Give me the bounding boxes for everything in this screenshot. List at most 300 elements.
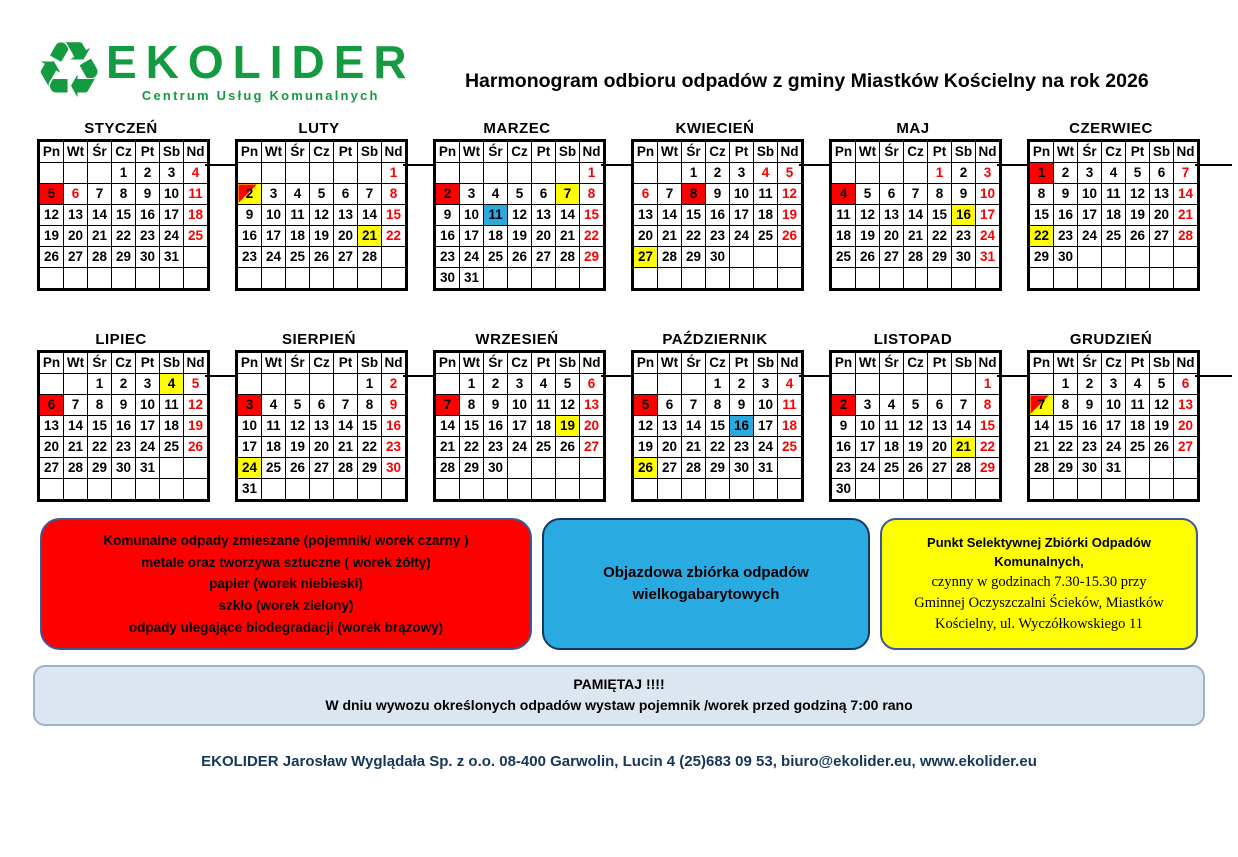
- day-cell: 5: [556, 374, 580, 395]
- day-cell: 19: [778, 205, 803, 226]
- empty-cell: [435, 479, 460, 501]
- day-cell: 4: [1126, 374, 1150, 395]
- day-cell: 10: [730, 184, 754, 205]
- day-cell: 21: [88, 226, 112, 247]
- day-cell: 2: [136, 163, 160, 184]
- day-cell: 4: [532, 374, 556, 395]
- day-cell: 3: [976, 163, 1001, 184]
- day-cell: 19: [508, 226, 532, 247]
- day-cell: 26: [856, 247, 880, 268]
- day-cell: 7: [682, 395, 706, 416]
- day-cell: 6: [532, 184, 556, 205]
- day-cell: 5: [184, 374, 209, 395]
- weekday-header: Cz: [112, 141, 136, 163]
- day-cell: 17: [1102, 416, 1126, 437]
- day-cell: 5: [310, 184, 334, 205]
- day-cell: 12: [904, 416, 928, 437]
- empty-cell: [184, 268, 209, 290]
- empty-cell: [532, 163, 556, 184]
- day-cell: 25: [754, 226, 778, 247]
- day-cell: 30: [136, 247, 160, 268]
- day-cell: 15: [460, 416, 484, 437]
- empty-cell: [88, 163, 112, 184]
- empty-cell: [382, 247, 407, 268]
- day-cell: 25: [1102, 226, 1126, 247]
- month-table: [1027, 139, 1200, 291]
- day-cell: 13: [1150, 184, 1174, 205]
- day-cell: 18: [831, 226, 856, 247]
- weekday-header: Sb: [1150, 141, 1174, 163]
- empty-cell: [880, 268, 904, 290]
- day-cell: 7: [1174, 163, 1199, 184]
- empty-cell: [856, 479, 880, 501]
- day-cell: 19: [1126, 205, 1150, 226]
- month-title: SIERPIEŃ: [281, 331, 357, 349]
- weekday-header: Śr: [484, 352, 508, 374]
- reminder-text: W dniu wywozu określonych odpadów wystaw pojemnik /worek przed godziną 7:00 rano: [325, 697, 913, 714]
- weekday-header: Cz: [904, 352, 928, 374]
- month-table: [235, 350, 408, 502]
- day-cell: 22: [682, 226, 706, 247]
- empty-cell: [952, 268, 976, 290]
- empty-cell: [633, 374, 658, 395]
- empty-cell: [831, 163, 856, 184]
- day-cell: 15: [88, 416, 112, 437]
- empty-cell: [435, 374, 460, 395]
- day-cell: 7: [556, 184, 580, 205]
- day-cell: 9: [831, 416, 856, 437]
- empty-cell: [633, 268, 658, 290]
- empty-cell: [658, 268, 682, 290]
- empty-cell: [382, 479, 407, 501]
- day-cell: 6: [334, 184, 358, 205]
- month-title: KWIECIEŃ: [675, 120, 755, 138]
- day-cell: 28: [682, 458, 706, 479]
- day-cell: 15: [112, 205, 136, 226]
- day-cell: 13: [928, 416, 952, 437]
- day-cell: 12: [310, 205, 334, 226]
- weekday-header: Śr: [880, 352, 904, 374]
- legend-line: Komunalnych,: [994, 553, 1084, 569]
- day-cell: 24: [754, 437, 778, 458]
- day-cell: 27: [633, 247, 658, 268]
- day-cell: 11: [1126, 395, 1150, 416]
- day-cell: 26: [310, 247, 334, 268]
- empty-cell: [730, 268, 754, 290]
- day-cell: 4: [286, 184, 310, 205]
- day-cell: 3: [1102, 374, 1126, 395]
- empty-cell: [334, 163, 358, 184]
- day-cell: 2: [706, 163, 730, 184]
- day-cell: 21: [358, 226, 382, 247]
- empty-cell: [928, 374, 952, 395]
- day-cell: 28: [1029, 458, 1054, 479]
- day-cell: 31: [976, 247, 1001, 268]
- weekday-header: Śr: [88, 141, 112, 163]
- empty-cell: [1174, 458, 1199, 479]
- day-cell: 16: [1054, 205, 1078, 226]
- weekday-header: Pt: [532, 352, 556, 374]
- day-cell: 9: [136, 184, 160, 205]
- empty-cell: [556, 479, 580, 501]
- day-cell: 11: [778, 395, 803, 416]
- day-cell: 11: [831, 205, 856, 226]
- day-cell: 8: [460, 395, 484, 416]
- empty-cell: [262, 374, 286, 395]
- day-cell: 1: [928, 163, 952, 184]
- reminder-box: [33, 665, 1205, 726]
- day-cell: 22: [358, 437, 382, 458]
- day-cell: 19: [184, 416, 209, 437]
- day-cell: 28: [658, 247, 682, 268]
- empty-cell: [184, 458, 209, 479]
- logo-text: [105, 36, 416, 104]
- empty-cell: [64, 163, 88, 184]
- day-cell: 22: [928, 226, 952, 247]
- empty-cell: [928, 268, 952, 290]
- day-cell: 24: [856, 458, 880, 479]
- day-cell: 24: [730, 226, 754, 247]
- day-cell: 9: [1054, 184, 1078, 205]
- day-cell: 12: [1126, 184, 1150, 205]
- empty-cell: [580, 268, 605, 290]
- day-cell: 6: [633, 184, 658, 205]
- month-title: LIPIEC: [95, 331, 147, 349]
- months-grid: [0, 120, 1238, 502]
- day-cell: 20: [658, 437, 682, 458]
- day-cell: 16: [382, 416, 407, 437]
- empty-cell: [310, 163, 334, 184]
- day-cell: 21: [64, 437, 88, 458]
- weekday-header: Śr: [1078, 352, 1102, 374]
- day-cell: 14: [952, 416, 976, 437]
- day-cell: 9: [435, 205, 460, 226]
- logo-name: EKOLIDER: [105, 36, 416, 89]
- day-cell: 26: [904, 458, 928, 479]
- day-cell: 31: [754, 458, 778, 479]
- day-cell: 28: [334, 458, 358, 479]
- empty-cell: [1174, 268, 1199, 290]
- day-cell: 8: [382, 184, 407, 205]
- weekday-header: Nd: [184, 352, 209, 374]
- day-cell: 11: [1102, 184, 1126, 205]
- empty-cell: [64, 374, 88, 395]
- day-cell: 16: [730, 416, 754, 437]
- day-cell: 6: [1174, 374, 1199, 395]
- day-cell: 30: [112, 458, 136, 479]
- weekday-header: Śr: [286, 352, 310, 374]
- day-cell: 2: [484, 374, 508, 395]
- empty-cell: [682, 268, 706, 290]
- day-cell: 7: [334, 395, 358, 416]
- day-cell: 26: [633, 458, 658, 479]
- weekday-header: Sb: [1150, 352, 1174, 374]
- day-cell: 14: [1174, 184, 1199, 205]
- day-cell: 7: [358, 184, 382, 205]
- day-cell: 5: [856, 184, 880, 205]
- page-title: Harmonogram odbioru odpadów z gminy Miastków Kościelny na rok 2026: [464, 70, 1149, 92]
- weekday-header: Sb: [556, 352, 580, 374]
- day-cell: 14: [88, 205, 112, 226]
- day-cell: 3: [508, 374, 532, 395]
- day-cell: 9: [484, 395, 508, 416]
- day-cell: 9: [237, 205, 262, 226]
- empty-cell: [39, 374, 64, 395]
- day-cell: 6: [580, 374, 605, 395]
- day-cell: 18: [532, 416, 556, 437]
- day-cell: 3: [136, 374, 160, 395]
- day-cell: 29: [928, 247, 952, 268]
- weekday-header: Wt: [856, 352, 880, 374]
- day-cell: 27: [1150, 226, 1174, 247]
- month-table: [631, 139, 804, 291]
- empty-cell: [64, 268, 88, 290]
- month-table: [433, 350, 606, 502]
- day-cell: 25: [484, 247, 508, 268]
- day-cell: 31: [160, 247, 184, 268]
- day-cell: 8: [706, 395, 730, 416]
- logo-tagline: Centrum Usług Komunalnych: [141, 88, 380, 104]
- day-cell: 22: [580, 226, 605, 247]
- weekday-header: Śr: [286, 141, 310, 163]
- month-czerwiec: [1027, 120, 1195, 291]
- empty-cell: [286, 268, 310, 290]
- empty-cell: [460, 479, 484, 501]
- day-cell: 27: [334, 247, 358, 268]
- empty-cell: [88, 479, 112, 501]
- day-cell: 2: [952, 163, 976, 184]
- day-cell: 21: [1174, 205, 1199, 226]
- empty-cell: [262, 163, 286, 184]
- day-cell: 17: [262, 226, 286, 247]
- legend-pszok-box: [880, 518, 1198, 650]
- empty-cell: [508, 268, 532, 290]
- day-cell: 27: [310, 458, 334, 479]
- month-lipiec: [37, 331, 205, 502]
- empty-cell: [778, 268, 803, 290]
- day-cell: 23: [382, 437, 407, 458]
- empty-cell: [358, 268, 382, 290]
- weekday-header: Sb: [952, 352, 976, 374]
- day-cell: 13: [334, 205, 358, 226]
- ekolider-logo: [34, 26, 416, 116]
- empty-cell: [334, 268, 358, 290]
- day-cell: 23: [136, 226, 160, 247]
- month-grudzień: [1027, 331, 1195, 502]
- empty-cell: [1174, 479, 1199, 501]
- empty-cell: [976, 479, 1001, 501]
- day-cell: 31: [136, 458, 160, 479]
- month-table: [37, 139, 210, 291]
- day-cell: 9: [112, 395, 136, 416]
- empty-cell: [904, 163, 928, 184]
- day-cell: 3: [856, 395, 880, 416]
- day-cell: 16: [1078, 416, 1102, 437]
- day-cell: 20: [633, 226, 658, 247]
- day-cell: 15: [682, 205, 706, 226]
- day-cell: 20: [580, 416, 605, 437]
- day-cell: 4: [160, 374, 184, 395]
- day-cell: 26: [184, 437, 209, 458]
- day-cell: 6: [658, 395, 682, 416]
- day-cell: 13: [880, 205, 904, 226]
- empty-cell: [358, 163, 382, 184]
- day-cell: 29: [580, 247, 605, 268]
- day-cell: 9: [730, 395, 754, 416]
- day-cell: 30: [1078, 458, 1102, 479]
- day-cell: 17: [730, 205, 754, 226]
- empty-cell: [508, 458, 532, 479]
- day-cell: 31: [460, 268, 484, 290]
- weekday-header: Cz: [508, 352, 532, 374]
- day-cell: 11: [184, 184, 209, 205]
- empty-cell: [1078, 247, 1102, 268]
- empty-cell: [1029, 268, 1054, 290]
- weekday-header: Pt: [1126, 141, 1150, 163]
- day-cell: 12: [633, 416, 658, 437]
- day-cell: 17: [976, 205, 1001, 226]
- empty-cell: [1150, 479, 1174, 501]
- day-cell: 27: [532, 247, 556, 268]
- day-cell: 20: [39, 437, 64, 458]
- day-cell: 11: [880, 416, 904, 437]
- empty-cell: [1102, 268, 1126, 290]
- day-cell: 20: [532, 226, 556, 247]
- day-cell: 1: [1029, 163, 1054, 184]
- day-cell: 30: [952, 247, 976, 268]
- day-cell: 23: [484, 437, 508, 458]
- day-cell: 3: [460, 184, 484, 205]
- day-cell: 22: [1029, 226, 1054, 247]
- weekday-header: Pn: [633, 141, 658, 163]
- empty-cell: [976, 268, 1001, 290]
- month-table: [631, 350, 804, 502]
- empty-cell: [904, 479, 928, 501]
- weekday-header: Wt: [658, 352, 682, 374]
- day-cell: 18: [778, 416, 803, 437]
- empty-cell: [730, 479, 754, 501]
- legend-line: Punkt Selektywnej Zbiórki Odpadów: [927, 534, 1151, 550]
- empty-cell: [484, 479, 508, 501]
- day-cell: 17: [856, 437, 880, 458]
- weekday-header: Nd: [580, 141, 605, 163]
- day-cell: 18: [286, 226, 310, 247]
- day-cell: 10: [262, 205, 286, 226]
- day-cell: 23: [237, 247, 262, 268]
- empty-cell: [754, 479, 778, 501]
- day-cell: 3: [754, 374, 778, 395]
- day-cell: 17: [1078, 205, 1102, 226]
- empty-cell: [1029, 479, 1054, 501]
- weekday-header: Pn: [237, 141, 262, 163]
- weekday-header: Wt: [1054, 141, 1078, 163]
- day-cell: 15: [382, 205, 407, 226]
- weekday-header: Pt: [532, 141, 556, 163]
- day-cell: 14: [904, 205, 928, 226]
- empty-cell: [1054, 479, 1078, 501]
- day-cell: 2: [435, 184, 460, 205]
- day-cell: 29: [1029, 247, 1054, 268]
- month-kwiecień: [631, 120, 799, 291]
- day-cell: 1: [706, 374, 730, 395]
- day-cell: 24: [1102, 437, 1126, 458]
- month-title: GRUDZIEŃ: [1069, 331, 1153, 349]
- weekday-header: Sb: [160, 352, 184, 374]
- empty-cell: [310, 374, 334, 395]
- legend-mixed-waste-box: [40, 518, 532, 650]
- weekday-header: Nd: [580, 352, 605, 374]
- day-cell: 6: [1150, 163, 1174, 184]
- day-cell: 21: [1029, 437, 1054, 458]
- empty-cell: [633, 163, 658, 184]
- day-cell: 30: [706, 247, 730, 268]
- day-cell: 26: [778, 226, 803, 247]
- day-cell: 23: [952, 226, 976, 247]
- empty-cell: [1150, 268, 1174, 290]
- day-cell: 6: [64, 184, 88, 205]
- empty-cell: [484, 268, 508, 290]
- day-cell: 29: [706, 458, 730, 479]
- weekday-header: Pt: [136, 352, 160, 374]
- day-cell: 18: [880, 437, 904, 458]
- weekday-header: Cz: [706, 352, 730, 374]
- empty-cell: [952, 374, 976, 395]
- day-cell: 1: [1054, 374, 1078, 395]
- day-cell: 20: [1174, 416, 1199, 437]
- day-cell: 4: [831, 184, 856, 205]
- day-cell: 17: [508, 416, 532, 437]
- month-title: STYCZEŃ: [84, 120, 158, 138]
- empty-cell: [1126, 458, 1150, 479]
- weekday-header: Pn: [39, 141, 64, 163]
- day-cell: 3: [730, 163, 754, 184]
- day-cell: 14: [64, 416, 88, 437]
- empty-cell: [856, 374, 880, 395]
- empty-cell: [484, 163, 508, 184]
- day-cell: 2: [112, 374, 136, 395]
- day-cell: 22: [460, 437, 484, 458]
- weekday-header: Pn: [831, 352, 856, 374]
- empty-cell: [928, 479, 952, 501]
- weekday-header: Nd: [976, 352, 1001, 374]
- weekday-header: Wt: [1054, 352, 1078, 374]
- weekday-header: Śr: [1078, 141, 1102, 163]
- day-cell: 8: [976, 395, 1001, 416]
- day-cell: 28: [64, 458, 88, 479]
- footer-contact: EKOLIDER Jarosław Wyglądała Sp. z o.o. 08-400 Garwolin, Lucin 4 (25)683 09 53, biuro@ekolider.eu, www.ekolider.eu: [201, 753, 1037, 771]
- day-cell: 8: [682, 184, 706, 205]
- day-cell: 20: [1150, 205, 1174, 226]
- day-cell: 8: [1054, 395, 1078, 416]
- empty-cell: [39, 268, 64, 290]
- empty-cell: [904, 374, 928, 395]
- day-cell: 24: [460, 247, 484, 268]
- day-cell: 28: [1174, 226, 1199, 247]
- day-cell: 2: [237, 184, 262, 205]
- day-cell: 12: [556, 395, 580, 416]
- empty-cell: [1102, 247, 1126, 268]
- empty-cell: [1150, 458, 1174, 479]
- day-cell: 14: [435, 416, 460, 437]
- day-cell: 19: [856, 226, 880, 247]
- day-cell: 29: [88, 458, 112, 479]
- day-cell: 28: [358, 247, 382, 268]
- empty-cell: [1078, 479, 1102, 501]
- empty-cell: [706, 268, 730, 290]
- day-cell: 3: [160, 163, 184, 184]
- day-cell: 14: [556, 205, 580, 226]
- day-cell: 7: [64, 395, 88, 416]
